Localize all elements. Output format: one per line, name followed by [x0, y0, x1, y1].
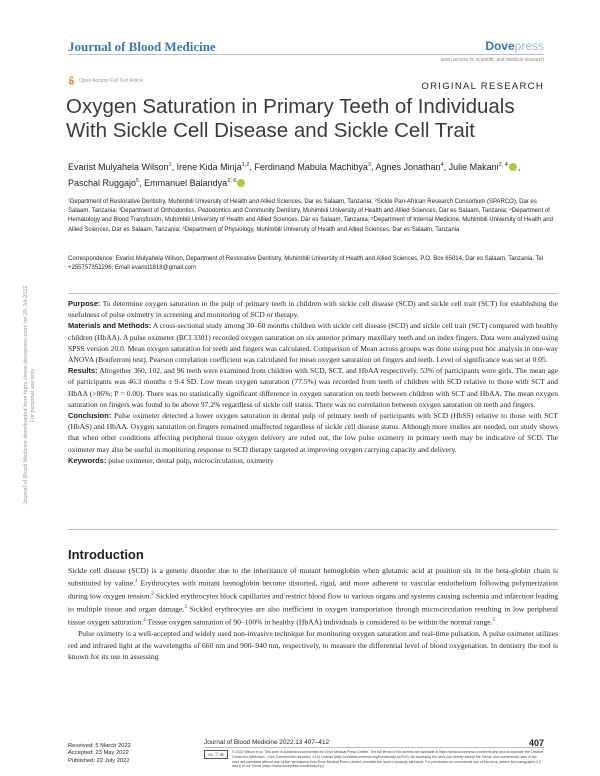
methods-label: Materials and Methods:: [68, 321, 152, 331]
journal-name: Journal of Blood Medicine: [68, 39, 216, 54]
author-affiliation-marker: 3: [367, 162, 371, 168]
intro-paragraph-2: Pulse oximetry is a well-accepted and widely used non-invasive technique for monitoring oxygen saturation and real-time pulsation. A pulse oximeter utilizes red and infrared light at the wavelengths of 660 nm and 900–940 nm, respectively, to measure the differential level of blood oxygenation. In dentistry the tool is known for its use in assessing: [68, 629, 558, 661]
results-label: Results:: [68, 366, 98, 376]
keywords-label: Keywords:: [68, 455, 107, 465]
page-number: 407: [528, 738, 544, 748]
article-dates: [68, 743, 131, 765]
author-affiliation-marker: 5: [136, 178, 140, 184]
watermark-line-2: For personal use only.: [30, 367, 36, 423]
author-name: Emmanuel Balandya: [144, 178, 228, 188]
author-list: Evarist Mulyahela Wilson$^1$, Irene Kida Minja$^{1,2}$, Ferdinand Mabula Machibya$^3$, Agnes Jonathan$^4$, Julie Makani$^{2, 4}$ , Paschal Ruggajo$^5$, Emmanuel Balandya$^{2, 6}$: [68, 162, 521, 188]
publisher-tagline: open access to scientific and medical research: [440, 57, 544, 63]
creative-commons-badge: cc ⓘ ⊜: [204, 750, 228, 759]
article-type-label: ORIGINAL RESEARCH: [421, 81, 544, 92]
download-watermark: [23, 286, 37, 505]
citation-marker[interactable]: 2: [151, 592, 154, 598]
abstract: [68, 293, 558, 530]
citation-marker[interactable]: 5: [492, 618, 496, 624]
author-affiliation-marker: 1,2: [241, 162, 250, 168]
received-date: Received: 5 March 2022: [68, 743, 131, 749]
abstract-conclusion: [68, 410, 558, 455]
citation-marker[interactable]: 3: [184, 605, 187, 611]
author-affiliation-marker: 2, 6: [227, 178, 237, 184]
methods-text: A cross-sectional study among 30–60 months children with sickle cell disease (SCD) and sickle cell trait (SCT) compared with healthy children (HbAA). A pulse oximeter (BCI 3301) recorded oxygen saturation on six anterior primary maxillary teeth and on index fingers. Data were analyzed using SPSS version 20.0. Mean oxygen saturation for teeth and fingers was calculated. Comparison of Mean across groups was done using post hoc analysis in one-way ANOVA (Bonferroni test). Pearson correlation coefficient was calculated for mean oxygen saturation on fingers and teeth. Level of significance was set at 0.05.: [68, 321, 558, 365]
introduction-heading: Introduction: [68, 547, 144, 562]
abstract-keywords: [68, 455, 558, 466]
introduction-body: [68, 565, 558, 662]
purpose-text: To determine oxygen saturation in the pulp of primary teeth in children with sickle cell disease (SCD) and sickle cell trait (SCT) for establishing the usefulness of pulse oximetry in screening and monitoring of SCD or therapy.: [68, 299, 558, 320]
purpose-label: Purpose:: [68, 299, 101, 308]
author-name: Ferdinand Mabula Machibya: [254, 162, 368, 172]
citation-marker[interactable]: 1: [134, 579, 138, 585]
header-rule: [68, 54, 544, 55]
orcid-icon[interactable]: [237, 179, 245, 187]
abstract-methods: [68, 320, 558, 365]
author-affiliation-marker: 1: [168, 162, 172, 168]
results-text: Altogether 360, 102, and 96 teeth were examined from children with SCD, SCT, and HbAA respectively. 53% of participants were girls. The mean age of participants was 46.3 months ± 9.4 SD. Low mean oxygen saturation (77.5%) was recorded from teeth of children with SCD relative to those with SCT and HbAA (>86%; P = 0.00). There was no statistically significant difference in oxygen saturation on teeth between children with SCT and HbAA. The mean oxygen saturation on fingers was found to be above 97.2% regardless of sickle cell status. There was no correlation between oxygen saturation on teeth and fingers.: [68, 366, 558, 409]
published-date: Published: 22 July 2022: [68, 757, 130, 764]
intro-paragraph-1: Sickle cell disease (SCD) is a genetic disorder due to the inheritance of mutant hemoglobin when glutamic acid at position six in the beta-globin chain is substituted by valine.$^1$ Erythrocytes with mutant hemoglobin become distorted, rigid, and more adherent to vascular endothelium following polymerization during low oxygen tension.$^2$ Sickled erythrocytes block capillaries and restrict blood flow to various organs and systems causing ischemia and infarction leading to multiple tissue and organ damage.$^3$ Sickled erythrocytes are also inefficient in oxygen transportation through microcirculation resulting in low peripheral tissue oxygen saturation.$^4$ Tissue oxygen saturation of 90–100% in healthy (HbAA) individuals is considered to be within the normal range.$^5$: [68, 566, 558, 627]
copyright-notice: © 2022 Wilson et al. This work is published and licensed by Dove Medical Press Limited. The full terms of this license are available at https://www.dovepress.com/terms.php and incorporate the Creative Commons Attribution – Non Commercial (unported, v3.0) License (http://creativecommons.org/licenses/by-nc/3.0/). By accessing the work you hereby accept the Terms. Non-commercial uses of the work are permitted without any further permission from Dove Medical Press Limited, provided the work is properly attributed. For permission for commercial use of this work, please see paragraphs 4.2 and 5 of our Terms (https://www.dovepress.com/terms.php).: [232, 750, 544, 769]
author-name: Julie Makani: [448, 162, 499, 172]
watermark-line-1: Journal of Blood Medicine downloaded from https://www.dovepress.com/ on 20-Jul-2022: [23, 285, 29, 505]
open-access-label: Open Access Full Text Article: [79, 77, 144, 84]
affiliations: ¹Department of Restorative Dentistry, Muhimbili University of Health and Allied Sciences, Dar es Salaam, Tanzania; ²Sickle Pan-African Research Consortium (SPARCO), Dar es Salaam, Tanzania; ³Department of Orthodontics, Pedodontics and Community Dentistry, Muhimbili University of Health and Allied Sciences, Dar es Salaam, Tanzania; ⁴Department of Hematology and Blood Transfusion, Muhimbili University of Health and Allied Sciences, Dar es Salaam, Tanzania; ⁵Department of Internal Medicine, Muhimbili University of Health and Allied Sciences, Dar es Salaam, Tanzania; ⁶Department of Physiology, Muhimbili University of Health and Allied Sciences, Dar es Salaam, Tanzania: [68, 199, 553, 233]
abstract-purpose: [68, 298, 558, 320]
footer-rule: [204, 747, 544, 748]
publisher-logo-main: Dove: [485, 39, 515, 53]
author-name: Paschal Ruggajo: [68, 178, 137, 188]
article-title: Oxygen Saturation in Primary Teeth of Individuals With Sickle Cell Disease and Sickle Cell Trait: [66, 95, 515, 142]
author-name: Evarist Mulyahela Wilson: [68, 162, 169, 172]
publisher-logo: [485, 39, 544, 53]
author-affiliation-marker: 2, 4: [498, 162, 508, 168]
keywords-text: pulse oximeter, dental pulp, microcirculation, oximetry: [106, 455, 274, 465]
conclusion-label: Conclusion:: [68, 411, 112, 421]
publisher-logo-press: press: [514, 39, 544, 53]
author-name: Agnes Jonathan: [375, 162, 441, 172]
orcid-icon[interactable]: [509, 163, 517, 171]
open-access-badge: [68, 76, 143, 85]
citation-marker[interactable]: 4: [143, 618, 146, 624]
conclusion-text: Pulse oximeter detected a lower oxygen saturation in dental pulp of primary teeth of participants with SCD (HbSS) relative to those with SCT (HbAS) and HbAA. Oxygen saturation on fingers remained unaffected regardless of sickle cell disease status. Although more studies are needed, our study shows that when other conditions affecting peripheral tissue oxygen delivery are ruled out, the low pulse oximetry in primary teeth may be indicative of SCD. The oximeter may also be useful in monitoring response to SCD therapy targeted at improving oxygen carrying capacity and delivery.: [68, 411, 558, 454]
author-name: Irene Kida Minja: [176, 162, 242, 172]
abstract-results: [68, 365, 558, 410]
correspondence: Correspondence: Evarist Mulyahela Wilson, Department of Restorative Dentistry, Muhimbili University of Health and Allied Sciences, P.O. Box 65014, Dar es Salaam, Tanzania, Tel +255757352296, Email evarist1818@gmail.com: [68, 256, 544, 272]
accepted-date: Accepted: 23 May 2022: [68, 750, 129, 757]
author-affiliation-marker: 4: [440, 162, 444, 168]
journal-citation: Journal of Blood Medicine 2022:13 407–412: [204, 739, 330, 746]
open-access-lock-icon: [68, 76, 75, 85]
